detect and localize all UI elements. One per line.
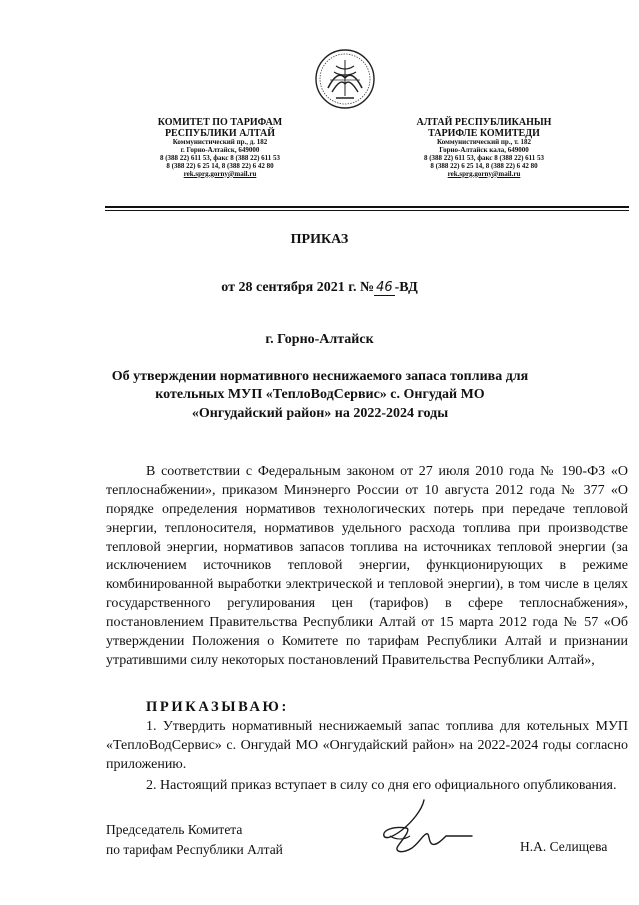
signatory-position-line2: по тарифам Республики Алтай [106,841,283,857]
org-name-alt-line1: АЛТАЙ РЕСПУБЛИКАНЫН [416,117,552,128]
document-type: ПРИКАЗ [290,232,349,247]
org-phones-ru-2: 8 (388 22) 6 25 14, 8 (388 22) 6 42 80 [166,161,274,170]
body-paragraph: В соответствии с Федеральным законом от 27 июля 2010 года № 190-ФЗ «О теплоснабжении», приказом Минэнерго России от 10 августа 2012 года № 377 «О порядке определения нормативов технологических потерь при передаче тепловой энергии, теплоносителя, нормативов удельного расхода топлива при производстве тепловой энергии, нормативов запасов топлива на источниках тепловой энергии (за исключением источников тепловой энергии, функционирующих в режиме комбинированной выработки электрической и тепловой энергии), в том числе в целях государственного регулирования цен (тарифов) в сфере теплоснабжения», постановлением Правительства Республики Алтай от 15 марта 2012 года № 57 «Об утверждении Положения о Комитете по тарифам Республики Алтай и признании утратившими силу некоторых постановлений Правительства Республики Алтай», [106,464,628,668]
header-divider-thick [105,206,629,208]
signatory-name: Н.А. Селищева [520,839,608,854]
signatory-position-line1: Председатель Комитета [106,822,243,837]
org-city-alt: Горно-Алтайск кала, 649000 [439,146,529,155]
org-name-ru-line1: КОМИТЕТ ПО ТАРИФАМ [157,117,283,128]
org-phones-alt-1: 8 (388 22) 611 53, факс 8 (388 22) 611 53 [423,154,545,163]
order-item-2: 2. Настоящий приказ вступает в силу со дня его официального опубликования. [146,778,617,793]
handwritten-signature [372,796,512,864]
org-city-ru: г. Горно-Алтайск, 649000 [180,146,260,155]
header-divider-thin [105,210,629,211]
org-phones-alt-2: 8 (388 22) 6 25 14, 8 (388 22) 6 42 80 [430,161,538,170]
signatory-position [106,820,283,859]
org-address-ru: Коммунистический пр., д. 182 [172,138,268,147]
document-date-line [0,280,639,296]
org-name-alt-line2: ТАРИФЛЕ КОМИТЕДИ [428,128,540,140]
org-name-ru-line2: РЕСПУБЛИКИ АЛТАЙ [164,128,276,140]
header-right-block [374,117,594,179]
document-number-handwritten: 46 [376,280,393,295]
document-number-suffix: -ВД [394,280,418,295]
order-keyword: ПРИКАЗЫВАЮ: [146,699,289,715]
order-item-1: 1. Утвердить нормативный неснижаемый запас топлива для котельных МУП «ТеплоВодСервис» с. Онгудай МО «Онгудайский район» на 2022-2024 годы согласно приложению. [106,719,628,772]
org-email-ru[interactable]: rek.sprg.gorny@mail.ru [183,169,257,178]
org-email-alt[interactable]: rek.sprg.gorny@mail.ru [447,169,521,178]
emblem-seal [314,48,376,110]
org-phones-ru-1: 8 (388 22) 611 53, факс 8 (388 22) 611 53 [159,154,281,163]
header-left-block [110,117,330,179]
document-title: Об утверждении нормативного неснижаемого запаса топлива для котельных МУП «ТеплоВодСервис» с. Онгудай МО «Онгудайский район» на 2022-2024 годы [111,369,529,421]
document-date: от 28 сентября 2021 г. № [221,280,375,295]
org-address-alt: Коммунистический пр., т. 182 [437,138,531,147]
document-city: г. Горно-Алтайск [265,332,374,347]
